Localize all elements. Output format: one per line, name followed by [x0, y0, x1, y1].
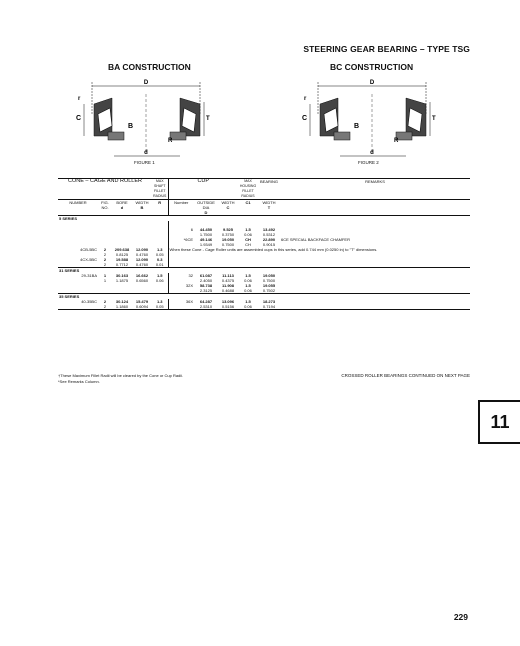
header-fig-no: FIG. NO.: [98, 200, 112, 216]
table-row: 2 0.7712 0.4760 0.01: [58, 262, 470, 268]
table-row: 32X 58.738 11.908 1.5 19.055: [58, 283, 470, 288]
label-D: D: [369, 80, 375, 86]
figure2-drawing: [288, 74, 448, 164]
table-row: 4CX-5BC 2 19.588 12.090 0.3: [58, 257, 470, 262]
header-cup-number: Number: [168, 200, 194, 216]
header-remarks: REMARKS: [280, 179, 470, 200]
label-r: r: [78, 96, 81, 102]
label-d: d: [370, 150, 374, 156]
label-r: r: [304, 96, 307, 102]
label-C: C: [302, 115, 308, 122]
table-row: 1.9349 0.7500 CH 0.9015: [58, 242, 470, 247]
series5-note: When these Cone - Cage Roller units are assembled cups in this series, add 0.744 mm (0.0250 in) to "T" dimensions.: [169, 247, 378, 252]
table-row: 1.7500 0.3750 0.06 0.5312: [58, 232, 470, 237]
series-5-label: 5 SERIES: [59, 216, 78, 221]
series-31-label: 31 SERIES: [59, 268, 80, 273]
header-max-housing: MAX HOUSING FILLET RADIUS: [239, 179, 257, 198]
header-cup-width: WIDTH: [221, 200, 235, 205]
header-bore-sym: d: [120, 205, 124, 210]
label-B: B: [128, 123, 134, 130]
label-R: R: [168, 138, 173, 144]
table-row: 29-31BA 1 30.163 16.662 1.5 32 61.087 11.113 1.5 19.050: [81, 273, 276, 278]
remark-6ce: 6CE SPECIAL BACKFACE CHAMFER: [281, 237, 350, 242]
continued-note: CROSSED ROLLER BEARINGS CONTINUED ON NEXT PAGE: [341, 373, 470, 378]
table-row: 4CB-5BC 2 209.638 12.090 1.3 When these Cone - Cage Roller units are assembled cups in this series, add 0.744 mm (0.0250 in) to "T" dimensions.: [58, 247, 470, 252]
figure1-caption: FIGURE 1: [134, 160, 155, 165]
bearing-table: [58, 178, 470, 310]
header-outside-dia: OUTSIDE DIA: [197, 200, 215, 210]
header-bearing: BEARING: [258, 179, 280, 200]
table-row: 6 44.450 9.525 1.5 13.492: [58, 227, 470, 232]
figure1-heading: BA CONSTRUCTION: [108, 62, 191, 72]
table-row: 2 0.8125 0.4760 0.05: [58, 252, 470, 257]
label-T: T: [432, 116, 436, 122]
series-35-label: 35 SERIES: [59, 294, 80, 299]
table-row: 1 1.1875 0.6560 0.06 2.4050 0.4375 0.06 0.7500: [103, 278, 276, 283]
table-row: 2 1.1860 0.6094 0.05 2.5310 0.5156 0.06 0.7194: [103, 304, 276, 309]
figure2-caption: FIGURE 2: [358, 160, 379, 165]
table-row: 40-35BC 2 30.124 15.479 1.3 36X 64.287 13.096 1.5 18.273: [81, 299, 276, 304]
page-header-title: STEERING GEAR BEARING – TYPE TSG: [303, 44, 470, 54]
label-d: d: [144, 150, 148, 156]
header-cup-group: CUP: [168, 179, 238, 200]
table-row: 2.3125 0.4688 0.06 0.7502: [58, 288, 470, 294]
label-C: C: [76, 115, 82, 122]
table-row: *6CE 49.146 19.050 CH 22.890 6CE SPECIAL BACKFACE CHAMFER: [58, 237, 470, 242]
header-housing-sym: C1: [245, 200, 251, 205]
figure2-heading: BC CONSTRUCTION: [330, 62, 414, 72]
page-number: 229: [453, 612, 468, 622]
header-max-shaft: MAX SHAFT FILLET RADIUS: [153, 179, 167, 198]
header-bore: BORE: [116, 200, 128, 205]
label-T: T: [206, 116, 210, 122]
label-R: R: [394, 138, 399, 144]
header-r-sym: R: [158, 200, 162, 205]
header-outside-sym: D: [204, 210, 208, 215]
header-cup-width-sym: C: [226, 205, 230, 210]
figure1-drawing: [62, 74, 222, 164]
footnote-fillet: †These Maximum Fillet Radii will be cleared by the Cone or Cup Radii.: [58, 373, 184, 378]
label-D: D: [143, 80, 149, 86]
header-width-sym: B: [140, 205, 144, 210]
footnote-remarks: *See Remarks Column.: [58, 378, 100, 384]
header-cone-group: CONE – CAGE AND ROLLER: [58, 179, 152, 200]
header-bearing-width: WIDTH: [262, 200, 276, 205]
header-number: NUMBER: [58, 200, 98, 216]
label-B: B: [354, 123, 360, 130]
header-width: WIDTH: [135, 200, 149, 205]
header-bearing-sym: T: [267, 205, 271, 210]
chapter-tab[interactable]: 11: [478, 400, 520, 444]
footnotes: [58, 373, 258, 384]
